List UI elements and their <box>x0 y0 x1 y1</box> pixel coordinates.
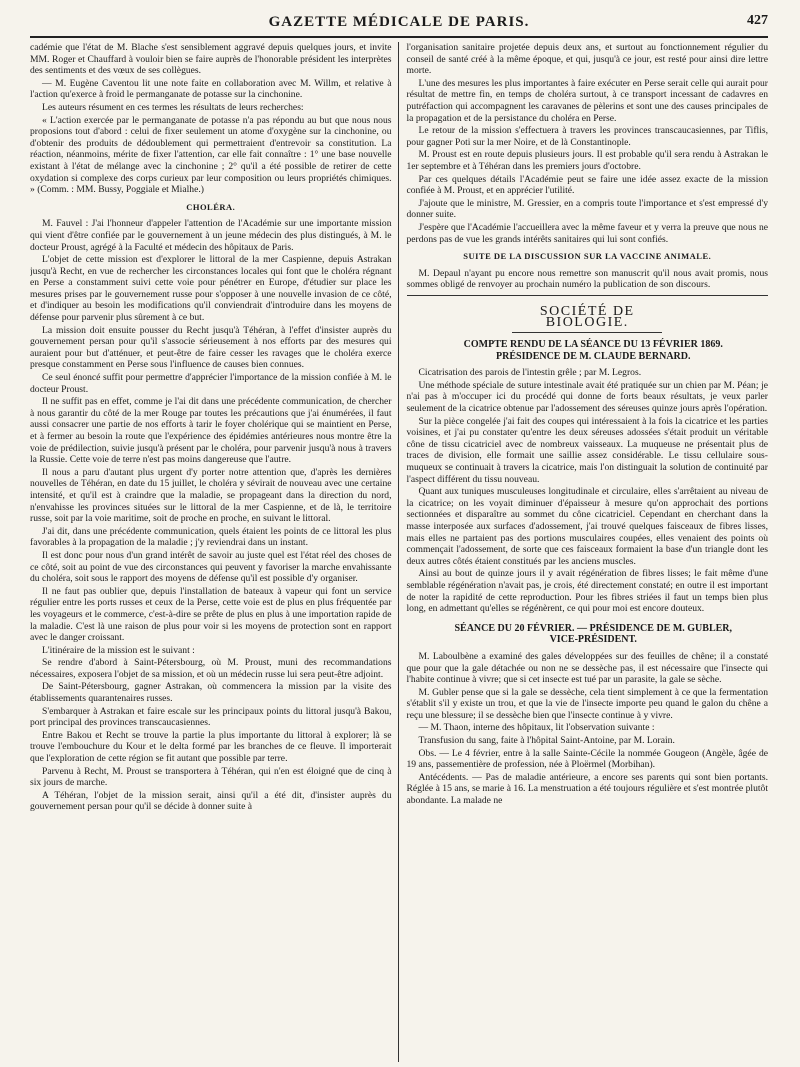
paragraph: M. Proust est en route depuis plusieurs jours. Il est probable qu'il sera rendu à Astrakan le 1er septembre et à Téhéran dans les premiers jours d'octobre. <box>406 149 768 172</box>
paragraph: cadémie que l'état de M. Blache s'est sensiblement aggravé depuis quelques jours, et invite MM. Roger et Chauffard à vouloir bien se faire auprès de l'honorable président les interprètes des sentiments et des vœux de ses collègues. <box>30 42 392 77</box>
left-column <box>30 42 399 1062</box>
paragraph: J'espère que l'Académie l'accueillera avec la même faveur et y verra la preuve que nous ne perdons pas de vue les grands intérêts sanitaires qui lui sont confiés. <box>406 221 768 245</box>
paragraph: La mission doit ensuite pousser du Recht jusqu'à Téhéran, à l'effet d'insister auprès du gouvernement persan pour qu'il s'associe sérieusement à nos efforts par des mesures qui auraient pour but d'atténuer, et peut-être de faire cesser les ravages que le choléra exerce presque constamment en Perse sous l'influence de causes bien connues. <box>30 324 392 371</box>
paragraph: L'itinéraire de la mission est le suivant : <box>42 644 195 656</box>
paragraph: L'objet de cette mission est d'explorer le littoral de la mer Caspienne, depuis Astrakan jusqu'à Recht, en vue de rechercher les circonstances locales qui font que le choléra régnant en Perse a constamment suivi cette voie pour pénétrer en Europe, d'étudier sur place les mesures prises par le gouvernement russe pour s'opposer à une nouvelle invasion de ce côté, et d'indiquer au besoin les modifications qu'il conviendrait d'introduire dans les moyens de défense pour parvenir plus sûrement à ce but. <box>30 254 392 324</box>
paragraph: Les auteurs résument en ces termes les résultats de leurs recherches: <box>42 101 304 113</box>
section-heading-vaccine: SUITE DE LA DISCUSSION SUR LA VACCINE ANIMALE. <box>463 251 712 262</box>
right-column <box>399 42 769 1062</box>
report-heading: COMPTE RENDU DE LA SÉANCE DU 13 FÉVRIER 1869. <box>463 339 723 351</box>
publication-title: GAZETTE MÉDICALE DE PARIS. <box>268 14 530 30</box>
paragraph: Il nous a paru d'autant plus urgent d'y porter notre attention que, d'après les dernières nouvelles de Téhéran, en date du 15 juillet, le choléra y sévirait de nouveau avec une certaine intensité, et qu'il est à craindre que la maladie, se propageant dans la direction du nord, n'envahisse les provinces situées sur le littoral de la mer Caspienne, et de là, le territoire russe, soit par la voie maritime, soit de proche en proche, en suivant le littoral. <box>30 466 392 525</box>
paragraph: Il ne suffit pas en effet, comme je l'ai dit dans une précédente communication, de chercher à nous garantir du côté de la mer Rouge par toutes les précautions que j'ai énumérées, il faut aussi consacrer une partie de nos efforts à tarir le foyer cholérique qui se maintient en Perse, et à fermer au besoin la route que l'expérience des épidémies antérieures nous montre être la voie de prédilection, suivie jusqu'à présent par le choléra, pour parvenir jusqu'à nous à travers la Russie. Cette voie de terre n'est pas moins dangereuse que l'autre. <box>30 396 392 466</box>
paragraph: Obs. — Le 4 février, entre à la salle Sainte-Cécile la nommée Gougeon (Angèle, âgée de 19 ans, passementière de profession, née à Ploërmel (Morbihan). <box>406 747 768 771</box>
paragraph: A Téhéran, l'objet de la mission serait, ainsi qu'il a été dit, d'insister auprès du gouvernement persan pour qu'il se décide à donner suite à <box>30 789 392 813</box>
paragraph: De Saint-Pétersbourg, gagner Astrakan, où commencera la mission par la visite des établissements quarantenaires russes. <box>30 681 392 705</box>
paragraph: M. Gubler pense que si la gale se dessèche, cela tient simplement à ce que la fermentation s'établit s'il y existe un trou, et que la vie de l'insecte importe peu quand le galon du chêne a reçu une blessure; il se dessèche bien que l'insecte continue à y vivre. <box>406 686 768 721</box>
paragraph: Parvenu à Recht, M. Proust se transportera à Téhéran, qui n'en est éloigné que de cinq à six jours de marche. <box>30 765 392 789</box>
vice-president-line: VICE-PRÉSIDENT. <box>549 634 637 646</box>
page-number: 427 <box>747 13 768 28</box>
paragraph: L'une des mesures les plus importantes à faire exécuter en Perse serait celle qui aurait pour résultat de mettre fin, en temps de choléra surtout, à ce transport incessant de cadavres en putréfaction qui accompagnent les caravanes de pèlerins et sont une des causes principales de la propagation et de la persistance du choléra en Perse. <box>406 77 768 124</box>
paragraph: Il ne faut pas oublier que, depuis l'installation de bateaux à vapeur qui font un service régulier entre les ports russes et ceux de la Perse, cette voie est de plus en plus fréquentée par les voyageurs et le commerce, c'est-à-dire se prête de plus en plus à une importation rapide de la maladie. C'est là une raison de plus pour voir si les moyens de protection sont en rapport avec le danger croissant. <box>30 585 392 644</box>
paragraph: M. Depaul n'ayant pu encore nous remettre son manuscrit qu'il nous avait promis, nous sommes obligé de renvoyer au prochain numéro la publication de son discours. <box>406 267 768 291</box>
page-header <box>30 10 768 38</box>
paragraph: Antécédents. — Pas de maladie antérieure, a encore ses parents qui sont bien portants. Réglée à 15 ans, se marie à 16. La menstruation a été toujours régulière et s'est montrée plutôt abondante. La malade ne <box>406 771 768 807</box>
paragraph: Se rendre d'abord à Saint-Pétersbourg, où M. Proust, muni des recommandations nécessaires, exposera l'objet de sa mission, et où un médecin russe lui sera peut-être adjoint. <box>30 657 392 680</box>
paragraph: Par ces quelques détails l'Académie peut se faire une idée assez exacte de la mission confiée à M. Proust, et en apprécier l'utilité. <box>406 173 768 197</box>
paragraph: Une méthode spéciale de suture intestinale avait été pratiquée sur un chien par M. Péan; je n'ai pas à m'occuper ici du procédé qui donne de forts beaux résultats, je veux parler seulement de la cicatrice obtenue par l'adossement des séreuses quinze jours après l'opération. <box>406 379 768 415</box>
paragraph: Ainsi au bout de quinze jours il y avait régénération de fibres lisses; le fait même d'une semblable régénération n'avait pas, je crois, été directement constaté; en outre il est important de noter la rapidité de cette reproduction. Pour les fibres striées il faut un temps bien plus long, en admettant qu'elles se régénèrent, ce qui pour moi est encore douteux. <box>406 568 768 615</box>
paragraph: S'embarquer à Astrakan et faire escale sur les principaux points du littoral jusqu'à Bakou, port principal des provinces transcaucasiennes. <box>30 705 392 729</box>
divider <box>407 295 769 296</box>
seance-heading: SÉANCE DU 20 FÉVRIER. — PRÉSIDENCE DE M. GUBLER, <box>454 622 733 634</box>
presidency-line: PRÉSIDENCE DE M. CLAUDE BERNARD. <box>496 350 691 362</box>
paragraph: — M. Thaon, interne des hôpitaux, lit l'observation suivante : <box>418 722 655 734</box>
paragraph: — M. Eugène Caventou lit une note faite en collaboration avec M. Willm, et relative à l'action qu'exerce à froid le permanganate de potasse sur la cinchonine. <box>30 77 392 101</box>
society-title: SOCIÉTÉ DE BIOLOGIE. <box>512 306 662 333</box>
paragraph: M. Fauvel : J'ai l'honneur d'appeler l'attention de l'Académie sur une importante mission qui vient d'être confiée par le gouvernement à un jeune médecin des plus distingués, à M. le docteur Proust, agrégé à la Faculté et médecin des hôpitaux de Paris. <box>30 218 392 253</box>
paragraph: Quant aux tuniques musculeuses longitudinale et circulaire, elles s'arrêtaient au niveau de la cicatrice; on les voyait diminuer d'épaisseur à mesure qu'on approchait des portions sectionnées et disparaître au sommet du cône cicatriciel. Cependant en cherchant dans la masse interposée aux surfaces d'adossement, j'ai trouvé quelques faisceaux de fibres lisses, mais elles ne partaient pas des portions musculaires coupées, elles venaient des points où commençait l'adossement, de sorte que ces faisceaux formaient la base d'un triangle dont les deux autres côtés étaient constitués par les anciens muscles. <box>406 486 768 567</box>
paragraph: M. Laboulbène a examiné des gales développées sur des feuilles de chêne; il a constaté que pour que la gale détachée ou non ne se dessèche pas, il est nécessaire que l'insecte qui l'habite continue à vivre; que si cet insecte est tué par un parasite, la gale se sèche. <box>406 650 768 686</box>
paragraph: Il est donc pour nous d'un grand intérêt de savoir au juste quel est l'état réel des choses de ce côté, soit au point de vue des circonstances qui peuvent y favoriser la marche envahissante du choléra, soit sous le rapport des moyens de défense qu'il est possible d'y organiser. <box>30 549 392 585</box>
paragraph: J'ai dit, dans une précédente communication, quels étaient les points de ce littoral les plus favorables à la propagation de la maladie ; j'y reviendrai dans un instant. <box>30 525 392 549</box>
text-columns <box>30 42 768 1062</box>
paragraph: « L'action exercée par le permanganate de potasse n'a pas répondu au but que nous nous proposions tout d'abord : celui de fixer seulement un atome d'oxygène sur la cinchonine, ou d'obtenir des produits de dédoublement qui permettraient d'entrevoir sa constitution. La réaction, néanmoins, mérite de fixer l'attention, car elle fait connaître : 1° une base nouvelle existant à l'état de mélange avec la cinchonine ; 2° qu'il a été possible de retirer de cette oxydation si complexe des corps curieux par leur composition ou leurs propriétés chimiques. » (Comm. : MM. Bussy, Poggiale et Mialhe.) <box>30 114 392 196</box>
paragraph: l'organisation sanitaire projetée depuis deux ans, et surtout au fonctionnement régulier du conseil de santé créé à la même époque, et qui, jusqu'à ce jour, est resté pour ainsi dire lettre morte. <box>406 42 768 77</box>
paper-title: Transfusion du sang, faite à l'hôpital Saint-Antoine, par M. Lorain. <box>418 735 675 747</box>
section-heading-cholera: CHOLÉRA. <box>186 201 236 212</box>
paper-title: Cicatrisation des parois de l'intestin grêle ; par M. Legros. <box>418 367 642 379</box>
paragraph: J'ajoute que le ministre, M. Gressier, en a compris toute l'importance et s'est empressé d'y donner suite. <box>406 197 768 221</box>
paragraph: Le retour de la mission s'effectuera à travers les provinces transcaucasiennes, par Tiflis, pour gagner Poti sur la mer Noire, et de là Constantinople. <box>406 125 768 148</box>
paragraph: Ce seul énoncé suffit pour permettre d'apprécier l'importance de la mission confiée à M. le docteur Proust. <box>30 372 392 395</box>
paragraph: Entre Bakou et Recht se trouve la partie la plus importante du littoral à explorer; là se trouve l'embouchure du Kour et le delta formé par les branches de ce fleuve. Il importerait que l'exploration de cette région se fit autant que possible par terre. <box>30 729 392 765</box>
paragraph: Sur la pièce congelée j'ai fait des coupes qui intéressaient à la fois la cicatrice et les parties voisines, et j'ai pu constater qu'entre les deux séreuses adossées s'était produit un véritable cône de tissu cicatriciel avec de nombreux vaisseaux. La muqueuse ne présentait plus de traces de division, elle formait une saillie assez considérable. Le tissu cellulaire sous-muqueux se continuait à travers la cicatrice, mais l'on distinguait la solution de continuité par l'aspect différent du tissu nouveau. <box>406 415 768 485</box>
